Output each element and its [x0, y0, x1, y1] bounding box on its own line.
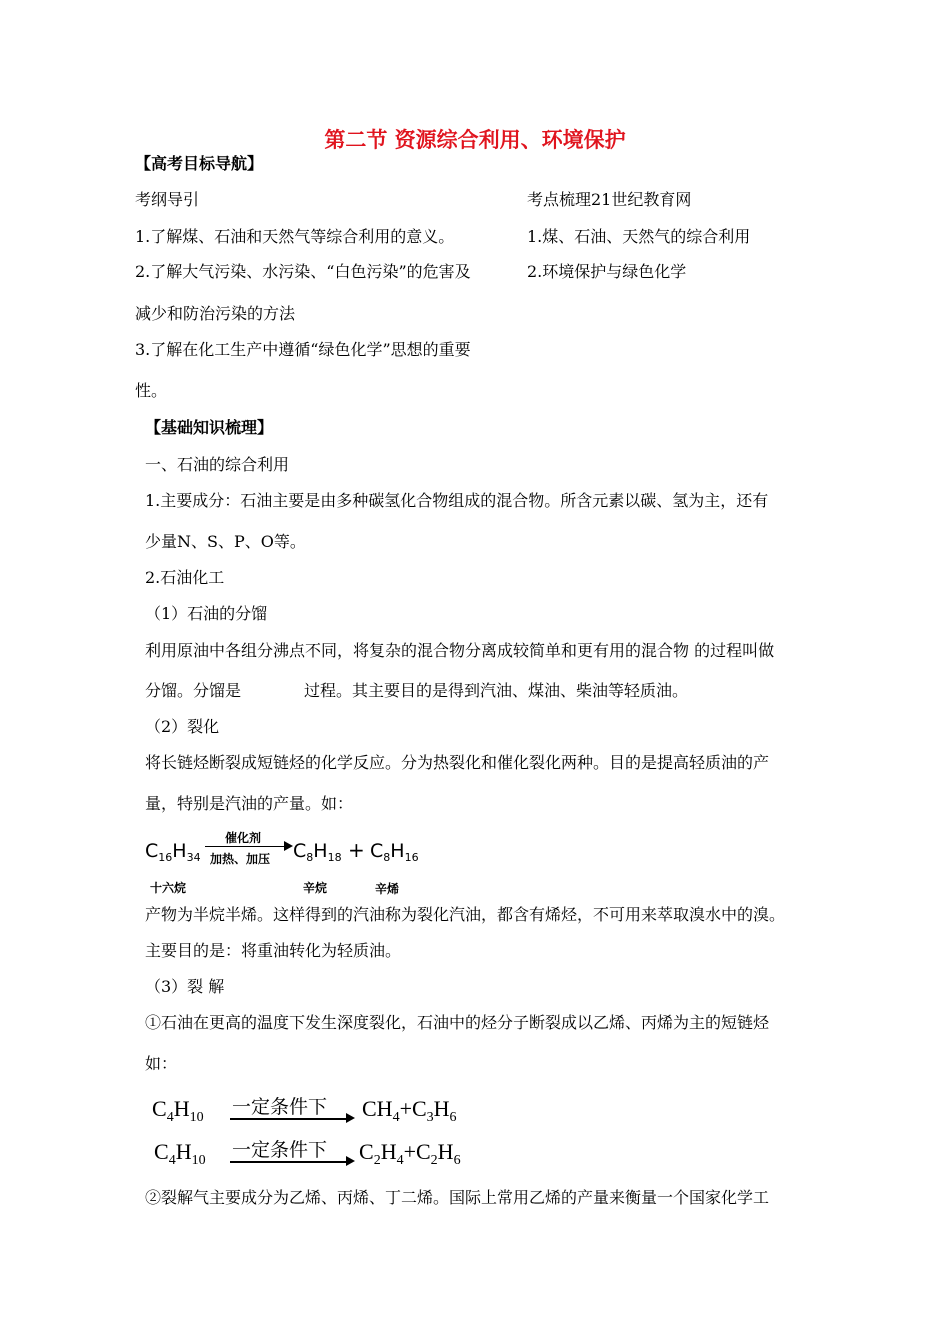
pyrolysis-line-2: 如：: [145, 1054, 178, 1073]
cracking-line-4: 主要目的是：将重油转化为轻质油。: [145, 941, 402, 960]
right-col-heading: 考点梳理21世纪教育网: [527, 190, 692, 209]
fractionation-line-2a: 分馏。分馏是: [145, 681, 242, 700]
eq1-arrow-head-icon: [346, 1113, 355, 1123]
left-item-1: 1.了解煤、石油和天然气等综合利用的意义。: [135, 227, 455, 246]
left-item-2-cont: 减少和防治污染的方法: [135, 304, 296, 323]
cracking-heading: （2）裂化: [145, 717, 220, 736]
page-title: 第二节 资源综合利用、环境保护: [324, 128, 626, 152]
cracking-line-3: 产物为半烷半烯。这样得到的汽油称为裂化汽油，都含有烯烃，不可用来萃取溴水中的溴。: [145, 905, 786, 924]
cracking-product-1: $C_8H_{18}$: [293, 840, 342, 864]
eq2-arrow: [230, 1161, 348, 1163]
condition-label: 加热、加压: [210, 852, 271, 866]
composition-line-2: 少量N、S、P、O等。: [145, 532, 306, 551]
composition-line-1: 1.主要成分：石油主要是由多种碳氢化合物组成的混合物。所含元素以碳、氢为主，还有: [145, 491, 769, 510]
basics-header: 【基础知识梳理】: [145, 418, 274, 437]
petrochem-heading: 2.石油化工: [145, 568, 225, 587]
pyrolysis-line-1: ①石油在更高的温度下发生深度裂化，石油中的烃分子断裂成以乙烯、丙烯为主的短链烃: [145, 1013, 770, 1032]
eq1-products: $CH_4+C_3H_6$: [362, 1096, 457, 1125]
eq1-condition: 一定条件下: [232, 1096, 328, 1118]
left-item-2: 2.了解大气污染、水污染、“白色污染”的危害及: [135, 262, 471, 281]
eq2-arrow-head-icon: [346, 1156, 355, 1166]
fractionation-line-1: 利用原油中各组分沸点不同，将复杂的混合物分离成较简单和更有用的混合物 的过程叫做: [145, 641, 775, 660]
fractionation-line-2b: 过程。其主要目的是得到汽油、煤油、柴油等轻质油。: [304, 681, 689, 700]
product-2-name: 辛烯: [375, 882, 400, 896]
left-col-heading: 考纲导引: [135, 190, 200, 209]
arrow-head-icon: [284, 841, 293, 851]
nav-header: 【高考目标导航】: [135, 154, 264, 173]
pyrolysis-heading: （3）裂 解: [145, 977, 225, 996]
eq2-condition: 一定条件下: [232, 1139, 328, 1161]
right-item-1: 1.煤、石油、天然气的综合利用: [527, 227, 751, 246]
cracking-line-1: 将长链烃断裂成短链烃的化学反应。分为热裂化和催化裂化两种。目的是提高轻质油的产: [145, 753, 770, 772]
left-item-3-cont: 性。: [135, 381, 168, 400]
fractionation-heading: （1）石油的分馏: [145, 604, 268, 623]
product-1-name: 辛烷: [303, 881, 328, 895]
section-heading: 一、石油的综合利用: [145, 455, 290, 474]
eq2-reactant: $C_4H_{10}$: [154, 1139, 206, 1168]
cracking-product-2: $C_8H_{16}$: [370, 840, 419, 864]
cracking-line-2: 量，特别是汽油的产量。如：: [145, 794, 354, 813]
pyrolysis-line-3: ②裂解气主要成分为乙烯、丙烯、丁二烯。国际上常用乙烯的产量来衡量一个国家化学工: [145, 1188, 770, 1207]
right-item-2: 2.环境保护与绿色化学: [527, 262, 687, 281]
reaction-arrow: [205, 846, 285, 847]
eq2-products: $C_2H_4+C_2H_6$: [359, 1139, 461, 1168]
eq1-reactant: $C_4H_{10}$: [152, 1096, 204, 1125]
cracking-reactant: $C_{16}H_{34}$: [145, 840, 201, 864]
left-item-3: 3.了解在化工生产中遵循“绿色化学”思想的重要: [135, 340, 471, 359]
reactant-name: 十六烷: [150, 881, 187, 895]
eq1-arrow: [230, 1118, 348, 1120]
plus-sign: +: [348, 838, 365, 862]
catalyst-label: 催化剂: [225, 831, 262, 845]
